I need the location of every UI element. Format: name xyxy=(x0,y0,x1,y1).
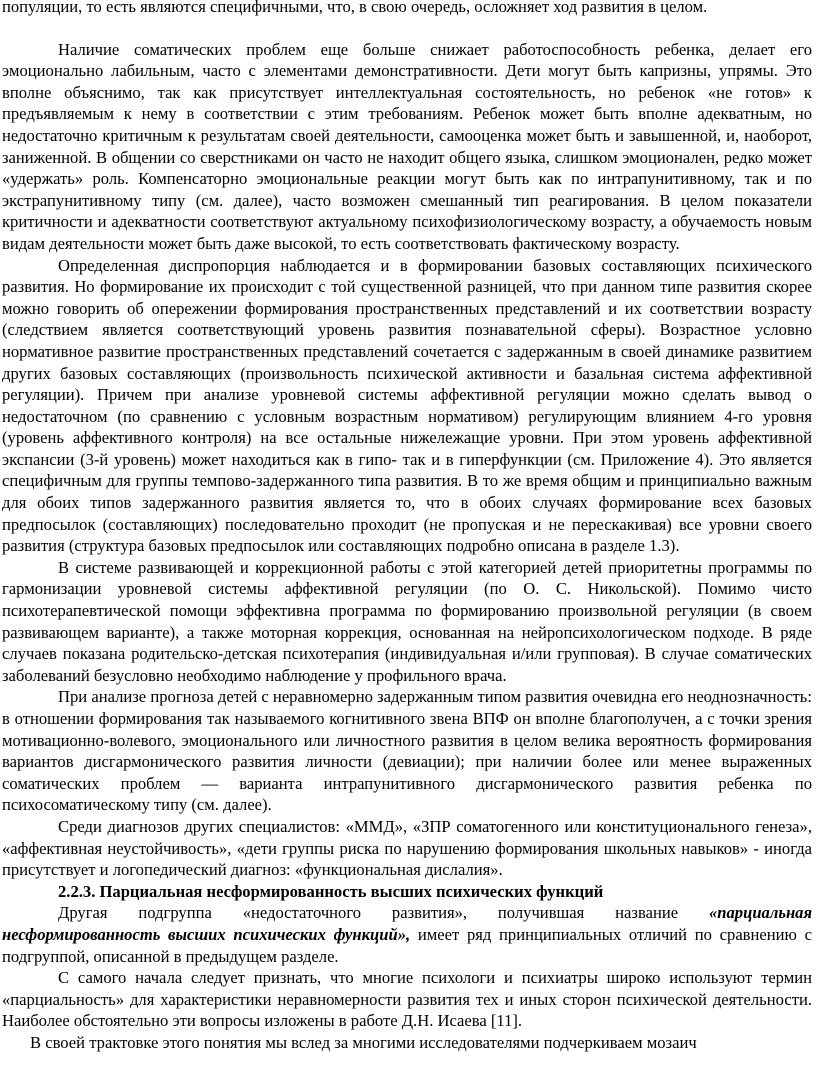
paragraph-prognosis: При анализе прогноза детей с неравномерно задержанным типом развития очевидна его неоднозначность: в отношении формирования так называемого когнитивного звена ВПФ он вполне благополучен, а с точки зрения мотивационно-волевого, эмоционального или личностного развития в целом велика вероятность формирования вариантов дисгармонического развития личности (девиации); при наличии более или менее выраженных соматических проблем — варианта интрапунитивного дисгармонического развития ребенка по психосоматическому типу (см. далее). xyxy=(2,687,812,815)
paragraph-diagnoses: Среди диагнозов других специалистов: «ММД», «ЗПР соматогенного или конституционального генеза», «аффективная неустойчивость», «дети группы риска по нарушению формирования школьных навыков» - иногда присутствует и логопедический диагноз: «функциональная дислалия». xyxy=(2,816,812,880)
paragraph-partiality-term: С самого начала следует признать, что многие психологи и психиатры широко используют термин «парциальность» для характеристики неравномерности развития тех и иных сторон психической деятельности. Наиболее обстоятельно эти вопросы изложены в работе Д.Н. Исаева [11]. xyxy=(2,968,812,1031)
paragraph-somatic-problems: Наличие соматических проблем еще больше снижает работоспособность ребенка, делает его эмоционально лабильным, часто с элементами демонстративности. Дети могут быть капризны, упрямы. Это вполне объяснимо, так как присутствует интеллектуальная состоятельность, но ребенок «не готов» к предъявляемым к нему в соответствии с этим требованиям. Ребенок может быть вполне адекватным, но недостаточно критичным к результатам своей деятельности, самооценка может быть и завышенной, и, наоборот, заниженной. В общении со сверстниками он часто не находит общего языка, слишком эмоционален, редко может «удержать» роль. Компенсаторно эмоциональные реакции могут быть как по интрапунитивному, так и по экстрапунитивному типу (см. далее), часто возможен смешанный тип реагирования. В целом показатели критичности и адекватности соответствуют актуальному психофизиологическому возрасту, а обучаемость новым видам деятельности может быть даже высокой, то есть соответствовать фактическому возрасту. xyxy=(2,39,812,253)
term-partial-immaturity: «парциальная несформированность высших психических функций», xyxy=(2,903,812,944)
paragraph-correction-work: В системе развивающей и коррекционной работы с этой категорией детей приоритетны программы по гармонизации уровневой системы аффективной регуляции (по О. С. Никольской). Помимо чисто психотерапевтической помощи эффективна программа по формированию произвольной регуляции (в своем развивающем варианте), а также моторная коррекция, основанная на нейропсихологическом подходе. В ряде случаев показана родительско-детская психотерапия (индивидуальная и/или групповая). В случае соматических заболеваний безусловно необходимо наблюдение у профильного врача. xyxy=(2,557,812,685)
paragraph-disproportion: Определенная диспропорция наблюдается и в формировании базовых составляющих психического развития. Но формирование их происходит с той существенной разницей, что при данном типе развития скорее можно говорить об опережении формирования пространственных представлений и их соответствии возрасту (следствием является соответствующий уровень развития познавательной сферы). Возрастное условно нормативное развитие пространственных представлений сочетается с задержанным в своей динамике развитием других базовых составляющих (произвольность психической активности и базальная система аффективной регуляции). Причем при анализе уровневой системы аффективной регуляции можно сделать вывод о недостаточном (по сравнению с условным возрастным нормативом) регулирующим влиянием 4-го уровня (уровень аффективного контроля) на все остальные нижележащие уровни. При этом уровень аффективной экспансии (3-й уровень) может находиться как в гипо- так и в гиперфункции (см. Приложение 4). Это является специфичным для группы темпово-задержанного типа развития. В то же время общим и принципиально важным для обоих типов задержанного развития является то, что в обоих случаях формирование всех базовых предпосылок (составляющих) последовательно проходит (не пропуская и не перескакивая) все уровни своего развития (структура базовых предпосылок или составляющих подробно описана в разделе 1.3). xyxy=(2,255,812,556)
section-heading: 2.2.3. Парциальная несформированность высших психических функций xyxy=(58,881,604,901)
paragraph-interpretation: В своей трактовке этого понятия мы вслед за многими исследователями подчеркиваем мозаич xyxy=(30,1032,697,1052)
paragraph-continuation: популяции, то есть являются специфичными, что, в свою очередь, осложняет ход развития в целом. xyxy=(2,0,708,16)
paragraph-text-start: Другая подгруппа «недостаточного развития», получившая название xyxy=(58,903,709,923)
paragraph-partial-subgroup xyxy=(2,902,812,967)
paragraph-text-end: имеет ряд принципиальных отличий по сравнению с подгруппой, описанной в предыдущем разделе. xyxy=(2,924,812,966)
